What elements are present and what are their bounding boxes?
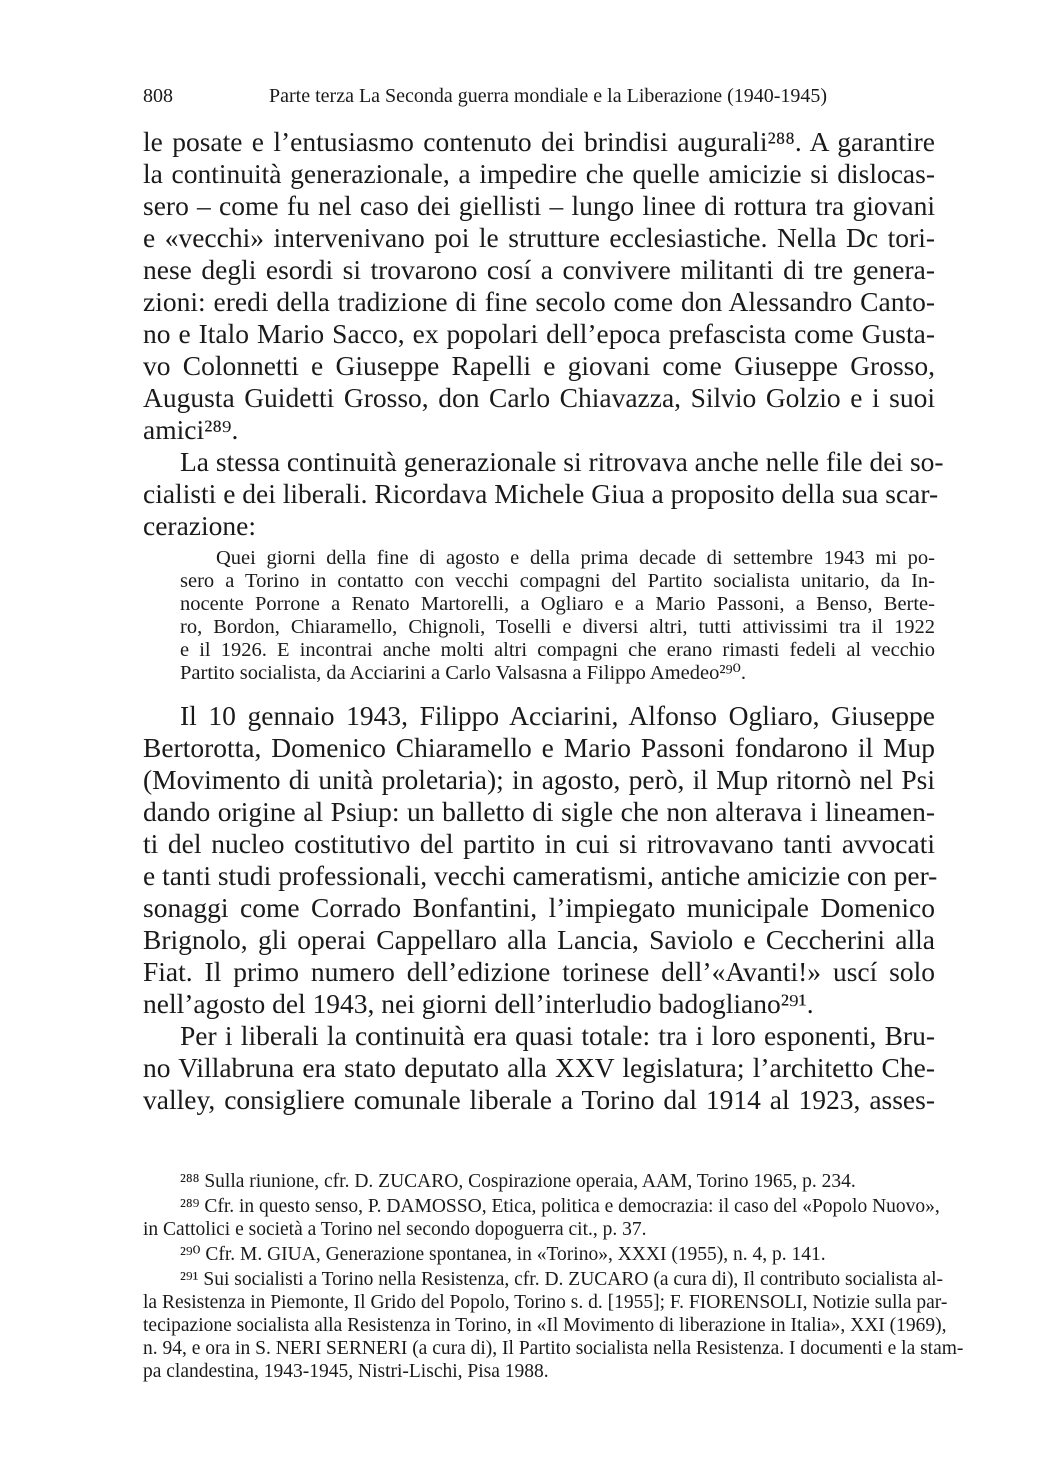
quote-line: ro, Bordon, Chiaramello, Chignoli, Toselli e diversi altri, tutti attivissimi tra il 1922	[180, 616, 935, 638]
quote-line: nocente Porrone a Renato Martorelli, a Ogliaro e a Mario Passoni, a Benso, Berte-	[180, 593, 935, 615]
text-line: nell’agosto del 1943, nei giorni dell’interludio badogliano²⁹¹.	[143, 988, 814, 1019]
text-line: zioni: eredi della tradizione di fine secolo come don Alessandro Canto-	[143, 286, 935, 317]
text-line: Bertorotta, Domenico Chiaramello e Mario Passoni fondarono il Mup	[143, 732, 935, 763]
text-line: no e Italo Mario Sacco, ex popolari dell’epoca prefascista come Gusta-	[143, 318, 935, 349]
footnote-line: pa clandestina, 1943-1945, Nistri-Lischi, Pisa 1988.	[143, 1361, 549, 1382]
footnote-line: n. 94, e ora in S. NERI SERNERI (a cura di), Il Partito socialista nella Resistenza. I documenti e la stam-	[143, 1338, 964, 1359]
running-title: Parte terza La Seconda guerra mondiale e la Liberazione (1940-1945)	[269, 85, 828, 107]
footnote-line: la Resistenza in Piemonte, Il Grido del Popolo, Torino s. d. [1955]; F. FIORENSOLI, Notizie sulla par-	[143, 1292, 948, 1313]
quote-line: Partito socialista, da Acciarini a Carlo Valsasna a Filippo Amedeo²⁹⁰.	[180, 662, 746, 684]
text-line: Per i liberali la continuità era quasi totale: tra i loro esponenti, Bru-	[180, 1020, 935, 1051]
text-line: e «vecchi» intervenivano poi le strutture ecclesiastiche. Nella Dc tori-	[143, 222, 935, 253]
text-line: Il 10 gennaio 1943, Filippo Acciarini, Alfonso Ogliaro, Giuseppe	[180, 700, 935, 731]
quote-line: sero a Torino in contatto con vecchi compagni del Partito socialista unitario, da In-	[180, 570, 935, 592]
text-line: cerazione:	[143, 510, 256, 541]
text-line: Brignolo, gli operai Cappellaro alla Lancia, Saviolo e Ceccherini alla	[143, 924, 935, 955]
text-line: sonaggi come Corrado Bonfantini, l’impiegato municipale Domenico	[143, 892, 935, 923]
text-line: sero – come fu nel caso dei giellisti – lungo linee di rottura tra giovani	[143, 190, 935, 221]
text-line: cialisti e dei liberali. Ricordava Michele Giua a proposito della sua scar-	[143, 478, 939, 509]
quote-line: Quei giorni della fine di agosto e della prima decade di settembre 1943 mi po-	[216, 547, 935, 569]
text-line: (Movimento di unità proletaria); in agosto, però, il Mup ritornò nel Psi	[143, 764, 935, 795]
text-line: Augusta Guidetti Grosso, don Carlo Chiavazza, Silvio Golzio e i suoi	[143, 382, 935, 413]
text-line: no Villabruna era stato deputato alla XXV legislatura; l’architetto Che-	[143, 1052, 935, 1083]
page-number: 808	[143, 85, 173, 107]
text-line: le posate e l’entusiasmo contenuto dei brindisi augurali²⁸⁸. A garantire	[143, 126, 935, 157]
text-line: ti del nucleo costitutivo del partito in cui si ritrovavano tanti avvocati	[143, 828, 935, 859]
text-line: vo Colonnetti e Giuseppe Rapelli e giovani come Giuseppe Grosso,	[143, 350, 935, 381]
text-line: e tanti studi professionali, vecchi cameratismi, antiche amicizie con per-	[143, 860, 938, 891]
text-line: nese degli esordi si trovarono cosí a convivere militanti di tre genera-	[143, 254, 935, 285]
footnote-line: in Cattolici e società a Torino nel secondo dopoguerra cit., p. 37.	[143, 1219, 647, 1240]
text-line: La stessa continuità generazionale si ritrovava anche nelle file dei so-	[180, 446, 944, 477]
quote-line: e il 1926. E incontrai anche molti altri compagni che erano rimasti fedeli al vecchio	[180, 639, 935, 661]
footnote-line: tecipazione socialista alla Resistenza in Torino, in «Il Movimento di liberazione in Italia», XXI (1969),	[143, 1315, 947, 1336]
running-header	[143, 84, 913, 108]
footnote-line: ²⁹¹ Sui socialisti a Torino nella Resistenza, cfr. D. ZUCARO (a cura di), Il contributo socialista al-	[180, 1269, 944, 1290]
footnote-line: ²⁸⁸ Sulla riunione, cfr. D. ZUCARO, Cospirazione operaia, AAM, Torino 1965, p. 234.	[180, 1171, 856, 1192]
footnote-line: ²⁹⁰ Cfr. M. GIUA, Generazione spontanea, in «Torino», XXXI (1955), n. 4, p. 141.	[180, 1244, 826, 1265]
text-line: valley, consigliere comunale liberale a Torino dal 1914 al 1923, asses-	[143, 1084, 935, 1115]
text-line: la continuità generazionale, a impedire che quelle amicizie si dislocas-	[143, 158, 935, 189]
text-line: amici²⁸⁹.	[143, 414, 239, 445]
text-line: Fiat. Il primo numero dell’edizione torinese dell’«Avanti!» uscí solo	[143, 956, 935, 987]
footnote-line: ²⁸⁹ Cfr. in questo senso, P. DAMOSSO, Etica, politica e democrazia: il caso del «Popolo Nuovo»,	[180, 1196, 940, 1217]
text-line: dando origine al Psiup: un balletto di sigle che non alterava i lineamen-	[143, 796, 935, 827]
